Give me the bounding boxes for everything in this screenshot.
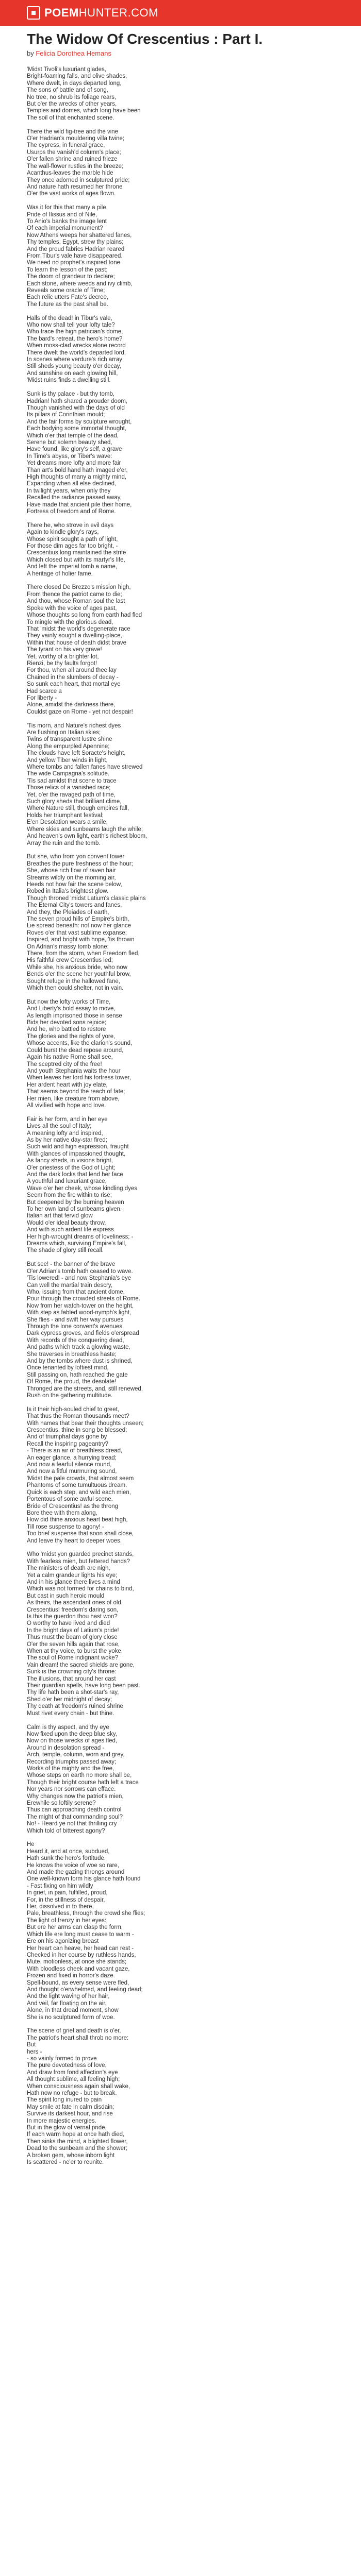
byline-prefix: by (27, 49, 36, 57)
poem-container (27, 31, 331, 2166)
logo-icon (27, 6, 40, 20)
poem-title: The Widow Of Crescentius : Part I. (27, 31, 263, 47)
author-link[interactable]: Felicia Dorothea Hemans (36, 49, 112, 57)
poem-text: 'Midst Tivoli's luxuriant glades, Bright-foaming falls, and olive shades, Where dwelt, in days departed long, The sons of battle and of song, No tree, no shrub its foliage rears, But o'er the wrecks of other years, Temples and domes, which long have been The soil of that enchanted scene. There the wild fig-tree and the vine O'er Hadrian's mouldering villa twine; The cypress, in funeral grace, Usurps the vanish'd column's place; O'er fallen shrine and ruined frieze The wall-flower rustles in the breeze; Acanthus-leaves the marble hide They once adorned in sculptured pride; And nature hath resumed her throne O'er the vast works of ages flown. Was it for this that many a pile, Pride of Ilissus and of Nile, To Anio's banks the image lent Of each imperial monument? Now Athens weeps her shattered fanes, Thy temples, Egypt, strew thy plains; And the proud fabrics Hadrian reared From Tibur's vale have disappeared. We need no prophet's inspired tone To learn the lesson of the past; The doom of grandeur to declare; Each stone, where weeds and ivy climb, Reveals some oracle of Time; Each relic utters Fate's decree, The future as the past shall be. Halls of the dead! in Tibur's vale, Who now shall tell your lofty tale? Who trace the high patrician's dome, The bard's retreat, the hero's home? When moss-clad wrecks alone record There dwelt the world's departed lord, In scenes where verdure's rich array Still sheds young beauty o'er decay, And sunshine on each glowing hill, 'Midst ruins finds a dwelling still. Sunk is thy palace - but thy tomb, Hadrian! hath shared a prouder doom, Though vanished with the days of old Its pillars of Corinthian mould; And the fair forms by sculpture wrought, Each bodying some immortal thought, Which o'er that temple of the dead, Serene but solemn beauty shed, Have found, like glory's self, a grave In Time's abyss, or Tiber's wave: Yet dreams more lofty and more fair Than art's bold hand hath imaged e'er, High thoughts of many a mighty mind, Expanding when all else declined, In twilight years, when only they Recalled the radiance passed away, Have made that ancient pile their home, Fortress of freedom and of Rome. There he, who strove in evil days Again to kindle glory's rays, Whose spirit sought a path of light, For those dim ages far too bright, - Crescentius long maintained the strife Which closed but with its martyr's life, And left the imperial tomb a name, A heritage of holier fame. There closed De Brezzo's mission high, From thence the patriot came to die; And thou, whose Roman soul the last Spoke with the voice of ages past, Whose thoughts so long from earth had fled To mingle with the glorious dead, That 'midst the world's degenerate race They vainly sought a dwelling-place, Within that house of death didst brave The tyrant on his very grave! Yet, worthy of a brighter lot, Rienzi, be thy faults forgot! For thou, when all around thee lay Chained in the slumbers of decay - So sunk each heart, that mortal eye Had scarce a For liberty - Alone, amidst the darkness there, Couldst gaze on Rome - yet not despair! 'Tis morn, and Nature's richest dyes Are flushing on Italian skies; Twins of transparent lustre shine Along the empurpled Apennine; The clouds have left Soracte's height, And yellow Tiber winds in light, Where tombs and fallen fanes have strewed The wide Campagna's solitude. 'Tis sad amidst that scene to trace Those relics of a vanished race; Yet, o'er the ravaged path of time, Such glory sheds that brilliant clime, Where Nature still, though empires fall, Holds her triumphant festival; E'en Desolation wears a smile, Where skies and sunbeams laugh the while; And heaven's own light, earth's richest bloom, Array the ruin and the tomb. But she, who from yon convent tower Breathes the pure freshness of the hour; She, whose rich flow of raven hair Streams wildly on the morning air, Heeds not how fair the scene below, Robed in Italia's brightest glow. Though throned 'midst Latium's classic plains The Eternal City's towers and fanes, And they, the Pleiades of earth, The seven proud hills of Empire's birth, Lie spread beneath: not now her glance Roves o'er that vast sublime expanse; Inspired, and bright with hope, 'tis thrown On Adrian's massy tomb alone: There, from the storm, when Freedom fled, His faithful crew Crescentius led; While she, his anxious bride, who now Bends o'er the scene her youthful brow, Sought refuge in the hallowed fane, Which then could shelter, not in vain. But now the lofty works of Time, And Liberty's bold essay to move, As length imprisoned those in sense Bids her devoted sons rejoice; And he, who battled to restore The glories and the rights of yore, Whose accents, like the clarion's sound, Could burst the dead repose around, Again his native Rome shall see, The sceptred city of the free! And youth Stephania waits the hour When leaves her lord his fortress tower, Her ardent heart with joy elate, That seems beyond the reach of fate; Her mien, like creature from above, All vivified with hope and love. Fair is her form, and in her eye Lives all the soul of Italy; A meaning lofty and inspired, As by her native day-star fired; Such wild and high expression, fraught With glances of impassioned thought, As fancy sheds, in visions bright, O'er priestess of the God of Light; And the dark locks that lend her face A youthful and luxuriant grace, Wave o'er her cheek, whose kindling dyes Seem from the fire within to rise; But deepened by the burning heaven To her own land of sunbeams given. Italian art that fervid glow Would o'er ideal beauty throw, And with such ardent life express Her high-wrought dreams of loveliness; - Dreams which, surviving Empire's fall, The shade of glory still recall. But see! - the banner of the brave O'er Adrian's tomb hath ceased to wave. 'Tis lowered! - and now Stephania's eye Can well the martial train descry, Who, issuing from that ancient dome, Pour through the crowded streets of Rome. Now from her watch-tower on the height, With step as fabled wood-nymph's light, She flies - and swift her way pursues Through the lone convent's avenues. Dark cypress groves, and fields o'erspread With records of the conquering dead, And paths which track a glowing waste, She traverses in breathless haste; And by the tombs where dust is shrined, Once tenanted by loftiest mind, Still passing on, hath reached the gate Of Rome, the proud, the desolate! Thronged are the streets, and, still renewed, Rush on the gathering multitude. Is it their high-souled chief to greet, That thus the Roman thousands meet? With names that bear their thoughts unseen; Crescentius, thine in song be blessed; And of triumphal days gone by Recall the inspiring pageantry? - There is an air of breathless dread, An eager glance, a hurrying tread; And now a fearful silence round, And now a fitful murmuring sound, 'Midst the pale crowds, that almost seem Phantoms of some tumultuous dream. Quick is each step, and wild each mien, Portentous of some awful scene. Bride of Crescentius! as the throng Bore thee with them along, How did thine anxious heart beat high, Till rose suspense to agony! - Too brief suspense that soon shall close, And leave thy heart to deeper woes. Who 'midst yon guarded precinct stands, With fearless mien, but fettered hands? The ministers of death are nigh, Yet a calm grandeur lights his eye; And in his glance there lives a mind Which was not formed for chains to bind, But cast in such heroic mould As theirs, the ascendant ones of old. Crescentius! freedom's daring son, Is this the guerdon thou hast won? O worthy to have lived and died In the bright days of Latium's pride! Thus must the beam of glory close O'er the seven hills again that rose, When at thy voice, to burst the yoke, The soul of Rome indignant woke? Vain dream! the sacred shields are gone, Sunk is the crowning city's throne: The illusions, that around her cast Their guardian spells, have long been past. Thy life hath been a shot-star's ray, Shed o'er her midnight of decay; Thy death at freedom's ruined shrine Must rivet every chain - but thine. Calm is thy aspect, and thy eye Now fixed upon the deep blue sky, Now on those wrecks of ages fled, Around in desolation spread - Arch, temple, column, worn and grey, Recording triumphs passed away; Works of the mighty and the free, Whose steps on earth no more shall be, Though their bright course hath left a trace Nor years nor sorrows can efface. Why changes now the patriot's mien, Erewhile so loftily serene? Thus can approaching death control The might of that commanding soul? No! - Heard ye not that thrilling cry Which told of bitterest agony? He Heard it, and at once, subdued, Hath sunk the hero's fortitude. He knows the voice of woe so rare, And made the gazing throngs around One well-known form his glance hath found - Fast fixing on him wildly In grief, in pain, fulfilled, proud, For, in the stillness of despair, Her, dissolved in to there, Pale, breathless, through the crowd she flies; The light of frenzy in her eyes: But ere her arms can clasp the form, Which life ere long must cease to warm - Ere on his agonizing breast Her heart can heave, her head can rest - Checked in her course by ruthless hands, Mute, motionless, at once she stands; With bloodless cheek and vacant gaze, Frozen and fixed in horror's daze. Spell-bound, as every sense were fled, And thought o'erwhelmed, and feeling dead; And the light waving of her hair, And veil, far floating on the air, Alone, in that dread moment, show She is no sculptured form of woe. The scene of grief and death is o'er, The patriot's heart shall throb no more: But hers - - so vainly formed to prove The pure devotedness of love, And draw from fond affection's eye All thought sublime, all feeling high; When consciousness again shall wake, Hath now no refuge - but to break. The spirit long inured to pain May smile at fate in calm disdain; Survive its darkest hour, and rise In more majestic energies. But in the glow of vernal pride, If each warm hope at once hath died, Then sinks the mind, a blighted flower, Dead to the sunbeam and the shower; A broken gem, whose inborn light Is scattered - ne'er to reunite. (27, 66, 147, 2166)
site-logo[interactable] (27, 6, 158, 20)
logo-text: POEMHUNTER.COM (44, 6, 158, 19)
poem-byline (27, 49, 331, 57)
site-header (0, 0, 361, 26)
